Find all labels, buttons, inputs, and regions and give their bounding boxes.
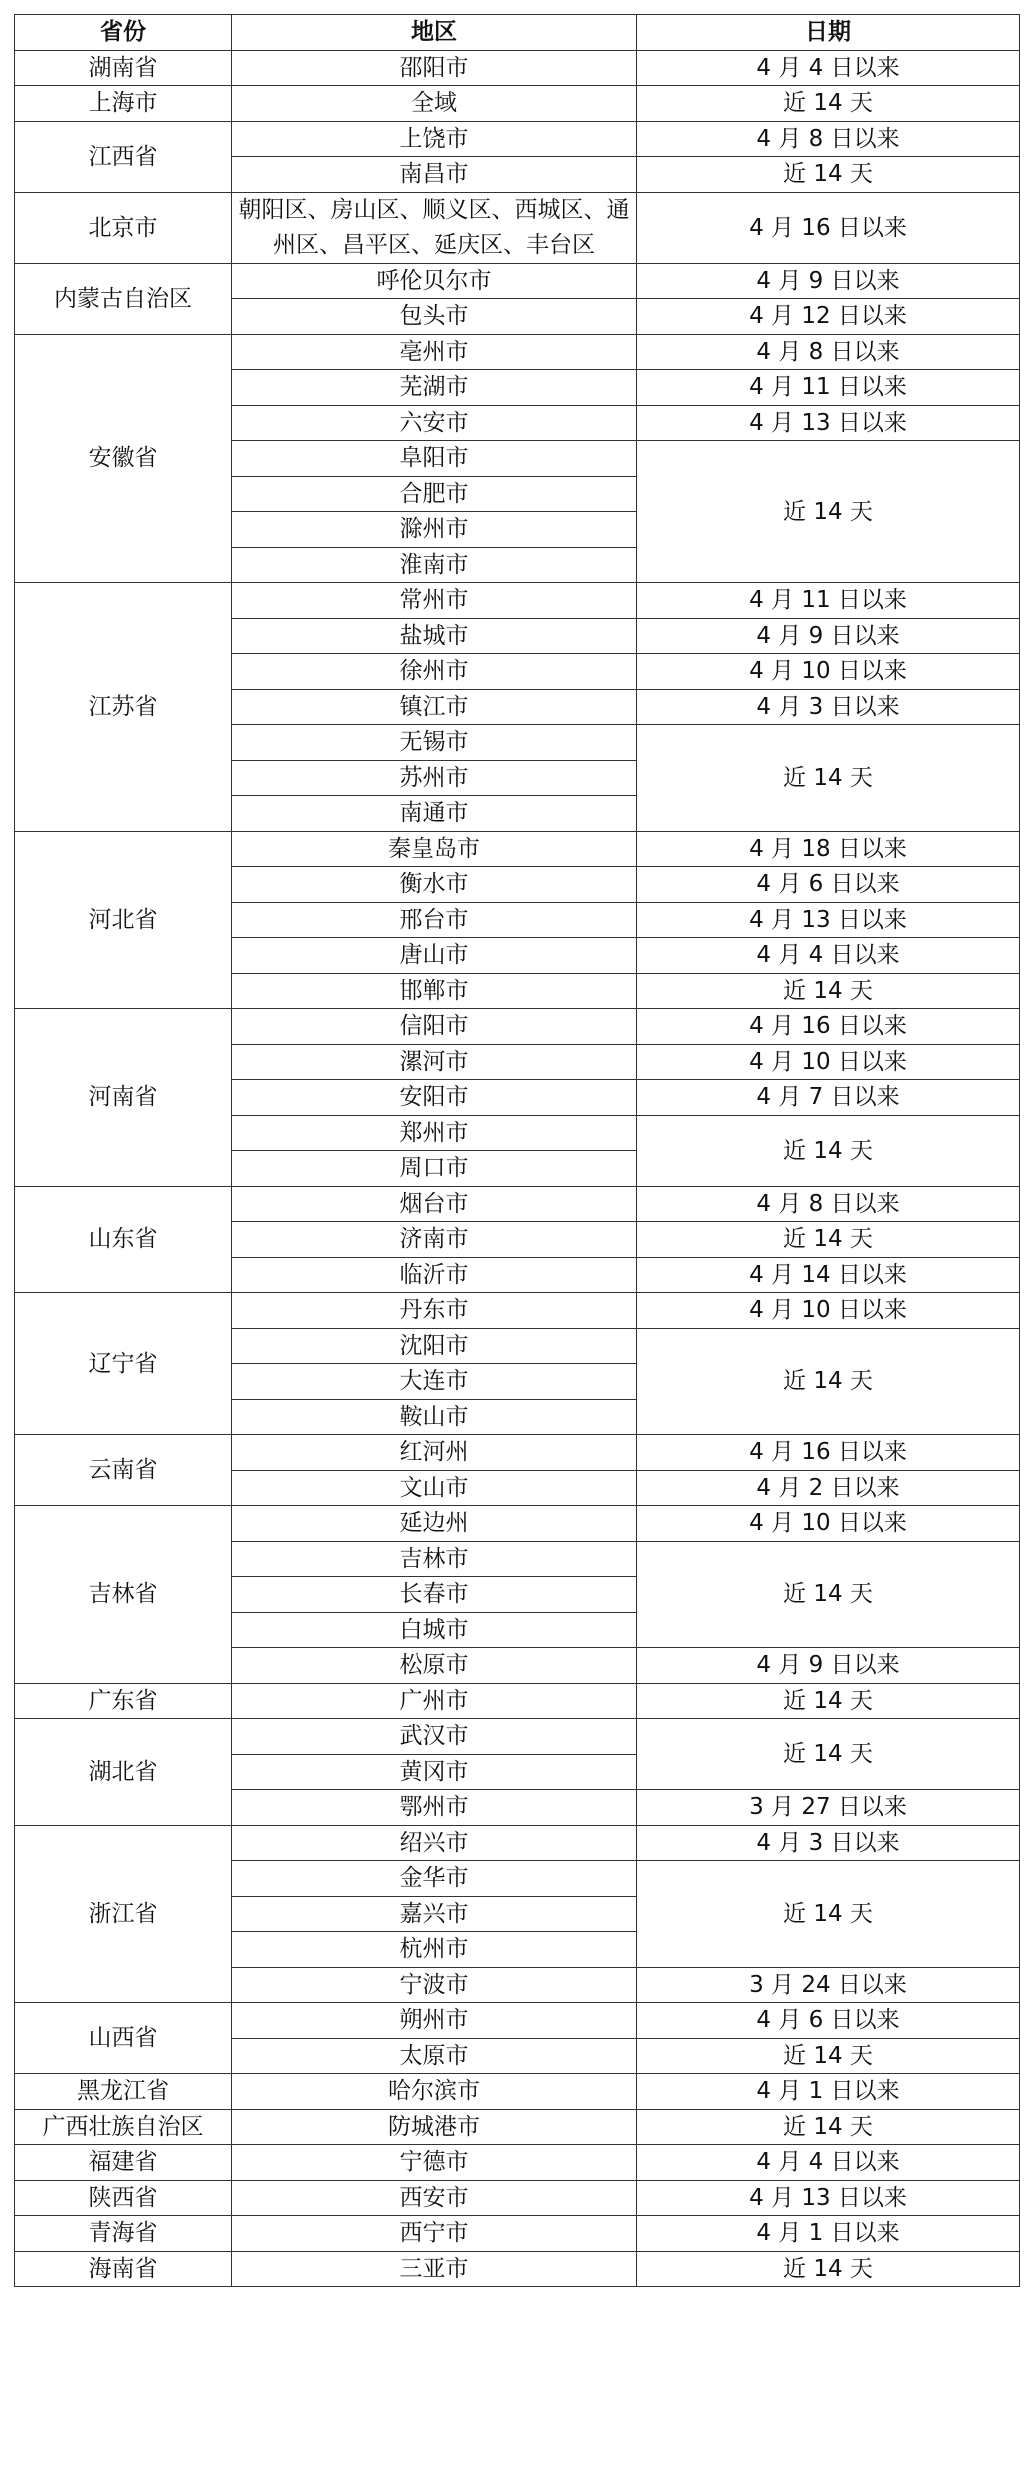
date-cell: 4 月 6 日以来 (637, 867, 1020, 903)
date-cell: 近 14 天 (637, 1541, 1020, 1648)
table-row (15, 2145, 1020, 2181)
province-cell: 江苏省 (15, 583, 232, 832)
table-row (15, 334, 1020, 370)
region-cell: 淮南市 (232, 547, 637, 583)
date-cell: 近 14 天 (637, 2251, 1020, 2287)
province-cell: 山西省 (15, 2003, 232, 2074)
date-cell: 4 月 9 日以来 (637, 263, 1020, 299)
region-cell: 徐州市 (232, 654, 637, 690)
region-cell: 武汉市 (232, 1719, 637, 1755)
region-cell: 黄冈市 (232, 1754, 637, 1790)
region-cell: 嘉兴市 (232, 1896, 637, 1932)
province-cell: 青海省 (15, 2216, 232, 2252)
table-body (15, 50, 1020, 2287)
region-cell: 秦皇岛市 (232, 831, 637, 867)
region-cell: 鄂州市 (232, 1790, 637, 1826)
region-cell: 长春市 (232, 1577, 637, 1613)
table-row (15, 2216, 1020, 2252)
table-row (15, 1683, 1020, 1719)
region-cell: 郑州市 (232, 1115, 637, 1151)
region-cell: 沈阳市 (232, 1328, 637, 1364)
table-row (15, 1435, 1020, 1471)
table-row (15, 50, 1020, 86)
region-cell: 合肥市 (232, 476, 637, 512)
region-cell: 朝阳区、房山区、顺义区、西城区、通州区、昌平区、延庆区、丰台区 (232, 192, 637, 263)
table-row (15, 2074, 1020, 2110)
date-cell: 4 月 9 日以来 (637, 1648, 1020, 1684)
region-cell: 鞍山市 (232, 1399, 637, 1435)
region-cell: 苏州市 (232, 760, 637, 796)
province-cell: 内蒙古自治区 (15, 263, 232, 334)
region-cell: 西宁市 (232, 2216, 637, 2252)
date-cell: 近 14 天 (637, 2109, 1020, 2145)
province-cell: 广东省 (15, 1683, 232, 1719)
region-cell: 常州市 (232, 583, 637, 619)
region-cell: 哈尔滨市 (232, 2074, 637, 2110)
date-cell: 4 月 12 日以来 (637, 299, 1020, 335)
province-cell: 黑龙江省 (15, 2074, 232, 2110)
date-cell: 4 月 8 日以来 (637, 334, 1020, 370)
date-cell: 4 月 16 日以来 (637, 1009, 1020, 1045)
header-province: 省份 (15, 15, 232, 51)
date-cell: 近 14 天 (637, 1861, 1020, 1968)
province-cell: 河南省 (15, 1009, 232, 1187)
region-cell: 金华市 (232, 1861, 637, 1897)
region-cell: 西安市 (232, 2180, 637, 2216)
region-cell: 广州市 (232, 1683, 637, 1719)
date-cell: 4 月 11 日以来 (637, 370, 1020, 406)
region-cell: 周口市 (232, 1151, 637, 1187)
region-cell: 红河州 (232, 1435, 637, 1471)
date-cell: 近 14 天 (637, 441, 1020, 583)
region-cell: 无锡市 (232, 725, 637, 761)
date-cell: 4 月 4 日以来 (637, 938, 1020, 974)
region-cell: 唐山市 (232, 938, 637, 974)
region-cell: 邵阳市 (232, 50, 637, 86)
province-cell: 河北省 (15, 831, 232, 1009)
region-cell: 邢台市 (232, 902, 637, 938)
region-cell: 绍兴市 (232, 1825, 637, 1861)
date-cell: 4 月 9 日以来 (637, 618, 1020, 654)
table-row (15, 2003, 1020, 2039)
region-cell: 上饶市 (232, 121, 637, 157)
date-cell: 4 月 1 日以来 (637, 2074, 1020, 2110)
table-row (15, 2180, 1020, 2216)
region-cell: 文山市 (232, 1470, 637, 1506)
region-cell: 延边州 (232, 1506, 637, 1542)
date-cell: 近 14 天 (637, 973, 1020, 1009)
table-row (15, 1186, 1020, 1222)
region-cell: 太原市 (232, 2038, 637, 2074)
region-cell: 烟台市 (232, 1186, 637, 1222)
table-row (15, 86, 1020, 122)
region-cell: 滁州市 (232, 512, 637, 548)
region-cell: 防城港市 (232, 2109, 637, 2145)
province-cell: 广西壮族自治区 (15, 2109, 232, 2145)
region-cell: 南通市 (232, 796, 637, 832)
date-cell: 4 月 10 日以来 (637, 1293, 1020, 1329)
date-cell: 3 月 27 日以来 (637, 1790, 1020, 1826)
region-cell: 芜湖市 (232, 370, 637, 406)
date-cell: 近 14 天 (637, 86, 1020, 122)
region-cell: 安阳市 (232, 1080, 637, 1116)
region-cell: 杭州市 (232, 1932, 637, 1968)
region-cell: 镇江市 (232, 689, 637, 725)
date-cell: 4 月 18 日以来 (637, 831, 1020, 867)
province-cell: 福建省 (15, 2145, 232, 2181)
date-cell: 4 月 16 日以来 (637, 192, 1020, 263)
date-cell: 4 月 6 日以来 (637, 2003, 1020, 2039)
province-cell: 陕西省 (15, 2180, 232, 2216)
region-cell: 六安市 (232, 405, 637, 441)
region-cell: 宁德市 (232, 2145, 637, 2181)
region-cell: 松原市 (232, 1648, 637, 1684)
province-cell: 安徽省 (15, 334, 232, 583)
table-row (15, 1293, 1020, 1329)
region-cell: 吉林市 (232, 1541, 637, 1577)
table-row (15, 192, 1020, 263)
province-cell: 江西省 (15, 121, 232, 192)
date-cell: 近 14 天 (637, 2038, 1020, 2074)
region-cell: 全域 (232, 86, 637, 122)
date-cell: 4 月 10 日以来 (637, 654, 1020, 690)
table-row (15, 1825, 1020, 1861)
date-cell: 4 月 4 日以来 (637, 50, 1020, 86)
province-cell: 云南省 (15, 1435, 232, 1506)
table-row (15, 263, 1020, 299)
table-row (15, 583, 1020, 619)
date-cell: 4 月 3 日以来 (637, 1825, 1020, 1861)
province-cell: 辽宁省 (15, 1293, 232, 1435)
region-cell: 阜阳市 (232, 441, 637, 477)
region-cell: 信阳市 (232, 1009, 637, 1045)
date-cell: 近 14 天 (637, 1719, 1020, 1790)
date-cell: 近 14 天 (637, 1683, 1020, 1719)
province-cell: 湖南省 (15, 50, 232, 86)
region-cell: 邯郸市 (232, 973, 637, 1009)
header-date: 日期 (637, 15, 1020, 51)
region-cell: 三亚市 (232, 2251, 637, 2287)
date-cell: 4 月 16 日以来 (637, 1435, 1020, 1471)
header-row (15, 15, 1020, 51)
date-cell: 近 14 天 (637, 157, 1020, 193)
region-date-table (14, 14, 1020, 2287)
date-cell: 3 月 24 日以来 (637, 1967, 1020, 2003)
date-cell: 4 月 1 日以来 (637, 2216, 1020, 2252)
region-cell: 大连市 (232, 1364, 637, 1400)
region-cell: 宁波市 (232, 1967, 637, 2003)
date-cell: 近 14 天 (637, 725, 1020, 832)
date-cell: 4 月 2 日以来 (637, 1470, 1020, 1506)
date-cell: 4 月 10 日以来 (637, 1506, 1020, 1542)
province-cell: 湖北省 (15, 1719, 232, 1826)
date-cell: 近 14 天 (637, 1222, 1020, 1258)
date-cell: 4 月 10 日以来 (637, 1044, 1020, 1080)
region-cell: 丹东市 (232, 1293, 637, 1329)
region-cell: 朔州市 (232, 2003, 637, 2039)
table-row (15, 1506, 1020, 1542)
date-cell: 近 14 天 (637, 1328, 1020, 1435)
date-cell: 4 月 13 日以来 (637, 2180, 1020, 2216)
table-row (15, 121, 1020, 157)
region-cell: 衡水市 (232, 867, 637, 903)
region-cell: 亳州市 (232, 334, 637, 370)
region-cell: 白城市 (232, 1612, 637, 1648)
province-cell: 浙江省 (15, 1825, 232, 2003)
province-cell: 山东省 (15, 1186, 232, 1293)
region-cell: 临沂市 (232, 1257, 637, 1293)
header-region: 地区 (232, 15, 637, 51)
region-cell: 呼伦贝尔市 (232, 263, 637, 299)
table-row (15, 831, 1020, 867)
table-row (15, 2251, 1020, 2287)
province-cell: 北京市 (15, 192, 232, 263)
region-cell: 盐城市 (232, 618, 637, 654)
region-cell: 包头市 (232, 299, 637, 335)
date-cell: 4 月 13 日以来 (637, 405, 1020, 441)
region-cell: 漯河市 (232, 1044, 637, 1080)
date-cell: 4 月 11 日以来 (637, 583, 1020, 619)
date-cell: 4 月 8 日以来 (637, 121, 1020, 157)
date-cell: 4 月 14 日以来 (637, 1257, 1020, 1293)
date-cell: 4 月 8 日以来 (637, 1186, 1020, 1222)
date-cell: 4 月 3 日以来 (637, 689, 1020, 725)
region-cell: 南昌市 (232, 157, 637, 193)
table-row (15, 1009, 1020, 1045)
date-cell: 4 月 7 日以来 (637, 1080, 1020, 1116)
table-row (15, 1719, 1020, 1755)
region-cell: 济南市 (232, 1222, 637, 1258)
date-cell: 4 月 4 日以来 (637, 2145, 1020, 2181)
province-cell: 海南省 (15, 2251, 232, 2287)
date-cell: 近 14 天 (637, 1115, 1020, 1186)
table-row (15, 2109, 1020, 2145)
province-cell: 上海市 (15, 86, 232, 122)
province-cell: 吉林省 (15, 1506, 232, 1684)
date-cell: 4 月 13 日以来 (637, 902, 1020, 938)
